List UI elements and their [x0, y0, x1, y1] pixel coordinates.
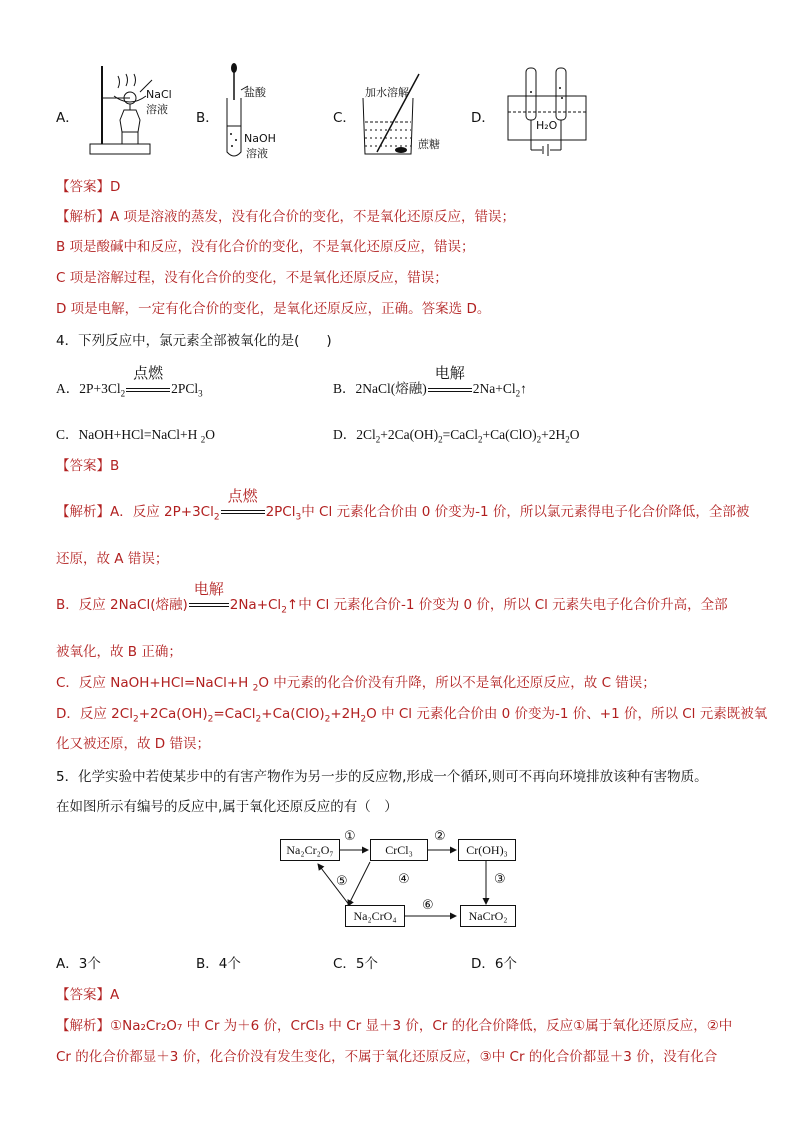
electrolysis-apparatus-image [502, 62, 592, 160]
analysis-tag: 【解析】 [56, 504, 110, 520]
answer-value: D [110, 179, 121, 195]
analysis-text: A．反应 2P+3Cl [110, 504, 214, 520]
q4-analysis-b-cont: 被氧化，故 B 正确； [56, 644, 182, 660]
q5-stem-line-1: 5．化学实验中若使某步中的有害产物作为另一步的反应物,形成一个循环,则可不再向环境排放该种有害物质。 [56, 769, 708, 785]
step-4-label: ④ [398, 872, 410, 887]
q4-option-b: B．2NaCl(熔融) 电解 $2Na+Cl_2↑$ [333, 377, 527, 399]
q4-option-d: D．$2Cl_2+2Ca(OH)_2=CaCl_2+Ca(ClO)_2+2H_2O$ [333, 427, 580, 445]
water-label: H₂O [536, 119, 558, 132]
option-a-letter: A． [56, 110, 79, 126]
node-croh3: Cr(OH)₃ [458, 839, 516, 861]
q4-option-c: C．NaOH+HCl=NaCl+H $_2$O [56, 427, 215, 445]
q3-analysis-line-3: C 项是溶解过程，没有化合价的变化，不是氧化还原反应，错误； [56, 270, 448, 286]
analysis-text: +2H [330, 706, 361, 722]
option-text: D．2Cl [333, 427, 376, 442]
naoh-label: NaOH [244, 132, 276, 145]
condition-label: 点燃 [227, 487, 258, 505]
q5-option-a: A．3个 [56, 956, 101, 972]
hcl-label: 盐酸 [244, 86, 266, 99]
analysis-text: O 中 Cl 元素化合价由 0 价变为-1 价、+1 价，所以 Cl 元素既被氧 [366, 706, 768, 722]
step-5-label: ⑤ [336, 874, 348, 889]
q5-option-d: D．6个 [471, 956, 517, 972]
step-1-label: ① [344, 829, 356, 844]
option-b-letter: B． [196, 110, 219, 126]
node-na2cr2o7: Na₂Cr₂O₇ [280, 839, 340, 861]
analysis-text: ①Na₂Cr₂O₇ 中 Cr 为＋6 价，CrCl₃ 中 Cr 显＋3 价，Cr 的化合价降低，反应①属于氧化还原反应，②中 [110, 1018, 733, 1034]
condition-label: 电解 [193, 580, 224, 598]
step-3-label: ③ [494, 872, 506, 887]
nacl-solution-label: 溶液 [146, 103, 168, 116]
q4-analysis-c: C．反应 NaOH+HCl=NaCl+H $_2$O 中元素的化合价没有升降，所以不是氧化还原反应，故 C 错误； [56, 675, 656, 694]
option-text: B．2NaCl(熔融) [333, 381, 427, 396]
nacl-label: NaCl [146, 88, 172, 101]
analysis-tag: 【解析】 [56, 209, 110, 225]
option-text: +2H [541, 427, 566, 442]
option-text: C．NaOH+HCl=NaCl+H [56, 427, 201, 442]
q3-analysis-line-1 [56, 205, 515, 225]
answer-tag: 【答案】 [56, 987, 110, 1003]
option-text: A．2P+3Cl [56, 381, 121, 396]
naoh-solution-label: 溶液 [246, 147, 268, 160]
q5-analysis-line-2: Cr 的化合价都显＋3 价，化合价没有发生变化，不属于氧化还原反应，③中 Cr 的化合价都显＋3 价，没有化合 [56, 1049, 718, 1065]
answer-value: B [110, 458, 120, 474]
q5-answer [56, 983, 119, 1003]
node-crcl3: CrCl₃ [370, 839, 428, 861]
option-text: O [205, 427, 215, 442]
q4-answer [56, 454, 119, 474]
analysis-text: =CaCl [213, 706, 256, 722]
step-6-label: ⑥ [422, 898, 434, 913]
ignite-condition [125, 366, 171, 397]
analysis-text: B．反应 2NaCl(熔融) [56, 597, 188, 613]
analysis-text: O 中元素的化合价没有升降，所以不是氧化还原反应，故 C 错误； [258, 675, 656, 691]
answer-tag: 【答案】 [56, 458, 110, 474]
q4-analysis-d: D．反应 $2Cl_2+2Ca(OH)_2=CaCl_2+Ca(ClO)_2+2H_2O$ 中 Cl 元素化合价由 0 价变为-1 价、+1 价，所以 Cl 元素既被氧 [56, 706, 768, 725]
q3-analysis-line-4: D 项是电解，一定有化合价的变化，是氧化还原反应，正确。答案选 D。 [56, 301, 491, 317]
analysis-text: +Ca(ClO) [261, 706, 325, 722]
option-text: =CaCl [442, 427, 478, 442]
q5-stem-line-2: 在如图所示有编号的反应中,属于氧化还原反应的有（ ） [56, 799, 398, 815]
analysis-text: +2Ca(OH) [138, 706, 208, 722]
option-text: O [569, 427, 580, 442]
analysis-text: A 项是溶液的蒸发，没有化合价的变化，不是氧化还原反应，错误； [110, 209, 516, 225]
q4-analysis-b: B．反应 2NaCl(熔融) 电解 $2Na+Cl_2↑$中 Cl 元素化合价-1 价变为 0 价，所以 Cl 元素失电子化合价升高，全部 [56, 580, 728, 616]
q4-analysis-a-cont: 还原，故 A 错误； [56, 551, 169, 567]
option-text: +Ca(ClO) [482, 427, 537, 442]
q5-option-c: C．5个 [333, 956, 379, 972]
electrolysis-condition [188, 580, 230, 613]
analysis-text: C．反应 NaOH+HCl=NaCl+H [56, 675, 253, 691]
q3-answer [56, 175, 120, 195]
option-text: 2Na+Cl [472, 381, 516, 396]
analysis-text: 2PCl [265, 504, 296, 520]
q4-analysis-d-cont: 化又被还原，故 D 错误； [56, 736, 210, 752]
option-c-letter: C． [333, 110, 356, 126]
analysis-text: ↑中 Cl 元素化合价-1 价变为 0 价，所以 Cl 元素失电子化合价升高，全部 [286, 597, 728, 613]
analysis-text: D．反应 2Cl [56, 706, 133, 722]
q4-stem: 4．下列反应中，氯元素全部被氧化的是( ) [56, 333, 332, 349]
option-text: 2PCl [171, 381, 199, 396]
q4-analysis-a: 【解析】A．反应 $2P+3Cl_2$ 点燃 2PCl$_3$中 Cl 元素化合价由 0 价变为-1 价，所以氯元素得电子化合价降低，全部被 [56, 487, 750, 523]
answer-value: A [110, 987, 120, 1003]
q5-option-b: B．4个 [196, 956, 241, 972]
option-d-letter: D． [471, 110, 495, 126]
step-2-label: ② [434, 829, 446, 844]
electrolysis-condition [427, 366, 473, 397]
node-na2cro4: Na₂CrO₄ [345, 905, 405, 927]
q5-analysis-line-1 [56, 1014, 732, 1034]
q4-option-a: A．$2P+3Cl_2$ 点燃 2PCl$_3$ [56, 377, 203, 399]
analysis-tag: 【解析】 [56, 1018, 110, 1034]
answer-tag: 【答案】 [56, 179, 110, 195]
ignite-condition [220, 487, 266, 520]
option-text: +2Ca(OH) [380, 427, 439, 442]
dissolve-label: 加水溶解 [365, 86, 409, 99]
node-nacro2: NaCrO₂ [460, 905, 516, 927]
condition-label: 电解 [434, 366, 465, 382]
sucrose-label: 蔗糖 [418, 138, 440, 151]
analysis-text: 2Na+Cl [229, 597, 282, 613]
analysis-text: 中 Cl 元素化合价由 0 价变为-1 价，所以氯元素得电子化合价降低，全部被 [301, 504, 750, 520]
q3-analysis-line-2: B 项是酸碱中和反应，没有化合价的变化，不是氧化还原反应，错误； [56, 239, 475, 255]
condition-label: 点燃 [133, 366, 164, 382]
